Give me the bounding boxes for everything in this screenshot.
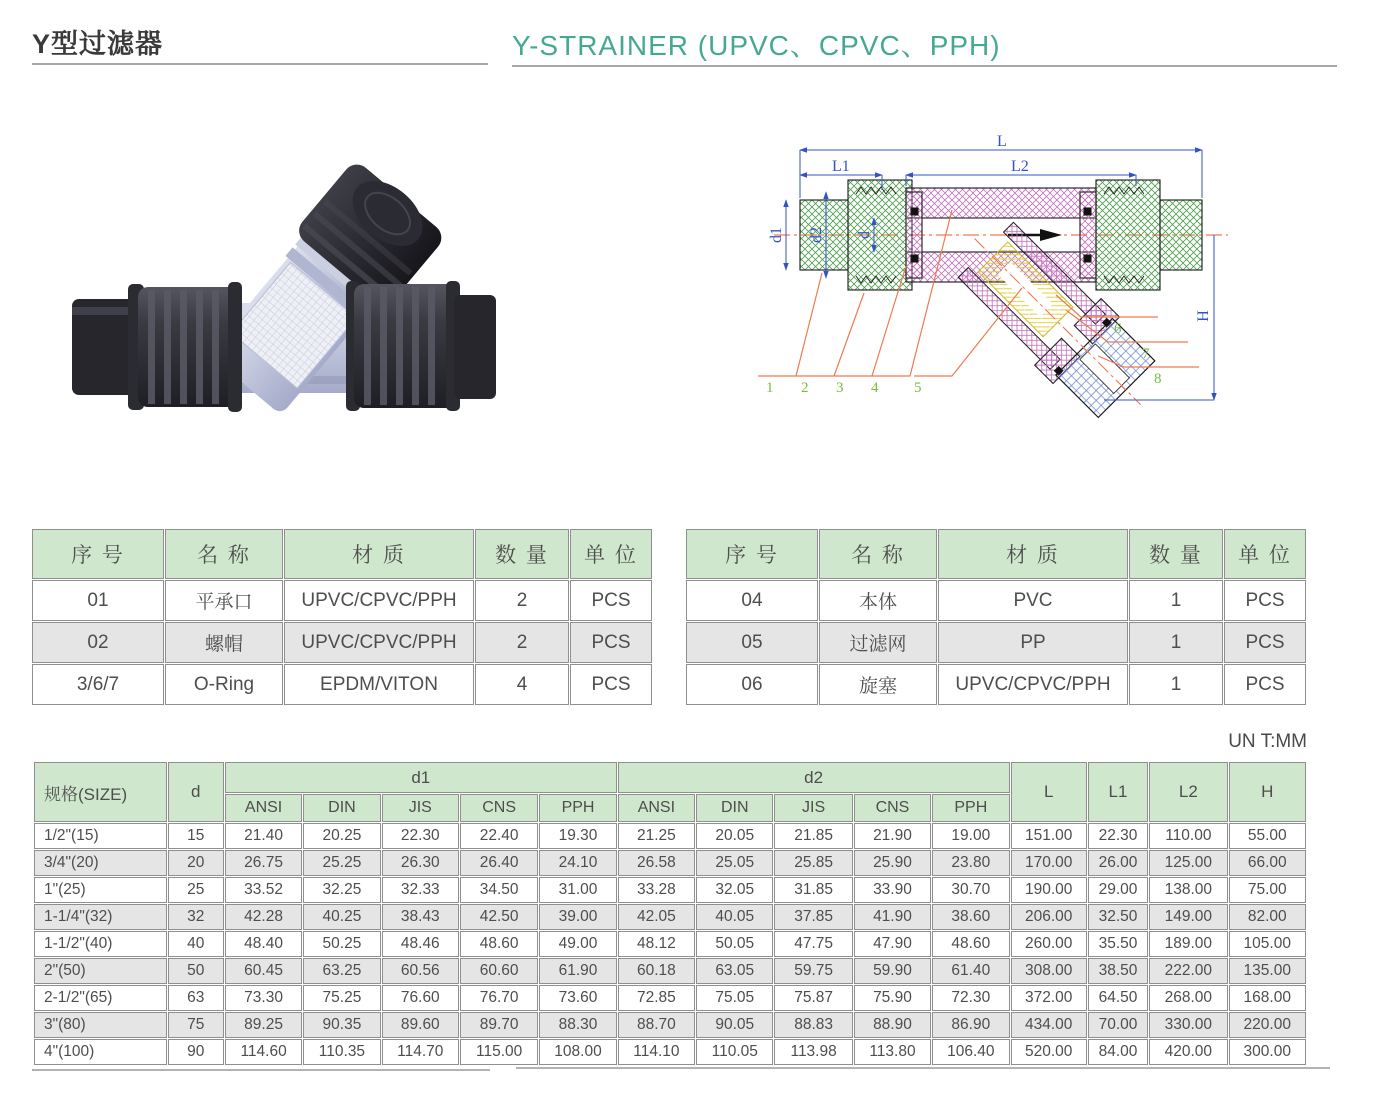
table-row: [34, 877, 1306, 903]
table-cell: 38.43: [382, 904, 459, 930]
table-cell: 42.50: [460, 904, 538, 930]
table-cell: 32.05: [696, 877, 773, 903]
table-row: [32, 622, 652, 663]
col-header-d: d: [168, 762, 224, 822]
table-cell: 114.60: [225, 1039, 302, 1065]
table-cell: 75.00: [1229, 877, 1306, 903]
part-number-5: 5: [914, 380, 922, 396]
table-cell: 75.25: [303, 985, 380, 1011]
table-cell: 108.00: [539, 1039, 616, 1065]
table-cell: 63.05: [696, 958, 773, 984]
table-cell: 66.00: [1229, 850, 1306, 876]
table-cell: 89.70: [460, 1012, 538, 1038]
table-row: [32, 664, 652, 705]
header-rule-left: [32, 63, 488, 65]
table-cell: UPVC/CPVC/PPH: [284, 580, 474, 621]
table-row: [34, 850, 1306, 876]
table-cell: PCS: [1224, 580, 1306, 621]
header-rule-right: [512, 65, 1337, 67]
table-cell: 1"(25): [34, 877, 167, 903]
table-header-row: [34, 762, 1306, 793]
table-cell: 26.40: [460, 850, 538, 876]
table-cell: 32.33: [382, 877, 459, 903]
col-group-d2: d2: [618, 762, 1010, 793]
table-cell: 88.90: [854, 1012, 931, 1038]
table-cell: 33.90: [854, 877, 931, 903]
table-cell: 73.30: [225, 985, 302, 1011]
table-cell: 84.00: [1088, 1039, 1148, 1065]
table-cell: 113.80: [854, 1039, 931, 1065]
table-cell: 50.05: [696, 931, 773, 957]
table-cell: 42.28: [225, 904, 302, 930]
table-cell: 86.90: [932, 1012, 1009, 1038]
col-header-d1-jis: JIS: [382, 794, 459, 822]
col-header-L: L: [1011, 762, 1087, 822]
table-cell: PVC: [938, 580, 1128, 621]
unit-note: UN T:MM: [1228, 731, 1307, 752]
table-cell: 114.70: [382, 1039, 459, 1065]
table-cell: 1: [1129, 622, 1223, 663]
table-cell: 26.75: [225, 850, 302, 876]
table-row: [34, 931, 1306, 957]
table-cell: 222.00: [1149, 958, 1227, 984]
col-header-name: 名 称: [165, 529, 283, 579]
table-cell: 32.50: [1088, 904, 1148, 930]
technical-drawing: [756, 130, 1372, 426]
dimension-table: [33, 761, 1307, 1066]
dim-label-d2: d2: [808, 227, 825, 243]
table-cell: 90.05: [696, 1012, 773, 1038]
table-cell: 螺帽: [165, 622, 283, 663]
table-cell: 135.00: [1229, 958, 1306, 984]
table-cell: 48.60: [460, 931, 538, 957]
table-cell: 31.85: [774, 877, 852, 903]
table-cell: 110.05: [696, 1039, 773, 1065]
table-cell: 24.10: [539, 850, 616, 876]
table-row: [34, 1012, 1306, 1038]
table-cell: 90: [168, 1039, 224, 1065]
table-cell: 63: [168, 985, 224, 1011]
table-cell: 21.40: [225, 823, 302, 849]
table-cell: 23.80: [932, 850, 1009, 876]
table-cell: 60.56: [382, 958, 459, 984]
part-number-8: 8: [1154, 371, 1162, 387]
dim-label-L1: L1: [832, 158, 850, 175]
table-row: [34, 904, 1306, 930]
table-cell: 1: [1129, 664, 1223, 705]
table-row: [686, 622, 1306, 663]
table-cell: 48.46: [382, 931, 459, 957]
table-cell: UPVC/CPVC/PPH: [938, 664, 1128, 705]
table-cell: 2: [475, 622, 569, 663]
table-cell: 25.05: [696, 850, 773, 876]
table-cell: 4"(100): [34, 1039, 167, 1065]
table-cell: 29.00: [1088, 877, 1148, 903]
table-cell: 105.00: [1229, 931, 1306, 957]
table-cell: 88.83: [774, 1012, 852, 1038]
dim-label-d: d: [856, 231, 873, 239]
table-cell: 434.00: [1011, 1012, 1087, 1038]
table-cell: O-Ring: [165, 664, 283, 705]
col-header-d1-din: DIN: [303, 794, 380, 822]
table-cell: 20.25: [303, 823, 380, 849]
table-cell: 520.00: [1011, 1039, 1087, 1065]
table-cell: 1: [1129, 580, 1223, 621]
part-number-2: 2: [801, 380, 809, 396]
table-cell: 42.05: [618, 904, 695, 930]
table-cell: 110.35: [303, 1039, 380, 1065]
table-cell: 1/2"(15): [34, 823, 167, 849]
table-cell: 旋塞: [819, 664, 937, 705]
table-cell: 308.00: [1011, 958, 1087, 984]
footer-rule-right: [516, 1067, 1330, 1069]
table-row: [34, 985, 1306, 1011]
table-cell: 125.00: [1149, 850, 1227, 876]
table-cell: 2-1/2"(65): [34, 985, 167, 1011]
table-cell: 25.85: [774, 850, 852, 876]
col-header-d2-ansi: ANSI: [618, 794, 695, 822]
table-cell: 2"(50): [34, 958, 167, 984]
col-header-d2-cns: CNS: [854, 794, 931, 822]
table-cell: 32: [168, 904, 224, 930]
table-cell: 47.90: [854, 931, 931, 957]
table-cell: 35.50: [1088, 931, 1148, 957]
col-header-size: 规格(SIZE): [34, 762, 167, 822]
table-cell: 本体: [819, 580, 937, 621]
product-photo: [30, 140, 500, 460]
table-cell: 22.30: [382, 823, 459, 849]
table-cell: 01: [32, 580, 164, 621]
table-cell: 149.00: [1149, 904, 1227, 930]
table-cell: 189.00: [1149, 931, 1227, 957]
col-header-H: H: [1229, 762, 1306, 822]
table-cell: 50.25: [303, 931, 380, 957]
table-cell: 19.00: [932, 823, 1009, 849]
table-cell: 115.00: [460, 1039, 538, 1065]
table-cell: 过滤网: [819, 622, 937, 663]
table-cell: 4: [475, 664, 569, 705]
table-cell: 72.85: [618, 985, 695, 1011]
col-group-d1: d1: [225, 762, 617, 793]
col-header-d2-jis: JIS: [774, 794, 852, 822]
table-header-row: [32, 529, 652, 579]
table-cell: 190.00: [1011, 877, 1087, 903]
table-cell: 04: [686, 580, 818, 621]
table-cell: 64.50: [1088, 985, 1148, 1011]
col-header-d1-pph: PPH: [539, 794, 616, 822]
footer-rule-left: [32, 1069, 490, 1071]
table-cell: 75.87: [774, 985, 852, 1011]
table-cell: 1-1/2"(40): [34, 931, 167, 957]
table-cell: 21.25: [618, 823, 695, 849]
table-cell: PCS: [570, 664, 652, 705]
table-cell: 41.90: [854, 904, 931, 930]
table-cell: 34.50: [460, 877, 538, 903]
table-cell: 420.00: [1149, 1039, 1227, 1065]
table-cell: 1-1/4"(32): [34, 904, 167, 930]
table-cell: 260.00: [1011, 931, 1087, 957]
table-cell: 31.00: [539, 877, 616, 903]
table-row: [686, 664, 1306, 705]
page-title-en: Y-STRAINER (UPVC、CPVC、PPH): [512, 30, 1001, 61]
dim-label-H: H: [1195, 310, 1212, 322]
col-header-qty: 数 量: [1129, 529, 1223, 579]
table-cell: 21.85: [774, 823, 852, 849]
table-row: [32, 580, 652, 621]
table-cell: 61.90: [539, 958, 616, 984]
table-row: [34, 823, 1306, 849]
table-cell: 75.05: [696, 985, 773, 1011]
table-cell: 33.52: [225, 877, 302, 903]
dim-label-d1: d1: [768, 227, 785, 243]
table-row: [34, 1039, 1306, 1065]
page-title-cn: Y型过滤器: [32, 29, 164, 59]
table-cell: 48.12: [618, 931, 695, 957]
table-cell: PCS: [570, 622, 652, 663]
table-cell: 88.70: [618, 1012, 695, 1038]
col-header-d1-ansi: ANSI: [225, 794, 302, 822]
table-cell: 26.00: [1088, 850, 1148, 876]
table-cell: 168.00: [1229, 985, 1306, 1011]
table-cell: 70.00: [1088, 1012, 1148, 1038]
table-cell: 73.60: [539, 985, 616, 1011]
table-cell: 300.00: [1229, 1039, 1306, 1065]
table-cell: 59.90: [854, 958, 931, 984]
table-cell: 3"(80): [34, 1012, 167, 1038]
table-cell: 151.00: [1011, 823, 1087, 849]
part-number-6: 6: [1114, 321, 1122, 337]
table-cell: 47.75: [774, 931, 852, 957]
table-cell: 26.30: [382, 850, 459, 876]
table-cell: 110.00: [1149, 823, 1227, 849]
table-cell: PCS: [570, 580, 652, 621]
col-header-material: 材 质: [938, 529, 1128, 579]
table-cell: 76.60: [382, 985, 459, 1011]
table-header-row: [686, 529, 1306, 579]
part-number-1: 1: [766, 380, 774, 396]
right-socket: [454, 295, 496, 399]
table-cell: 114.10: [618, 1039, 695, 1065]
table-cell: 05: [686, 622, 818, 663]
table-cell: 170.00: [1011, 850, 1087, 876]
table-row: [686, 580, 1306, 621]
col-header-d1-cns: CNS: [460, 794, 538, 822]
right-union-nut: [346, 281, 460, 411]
col-header-d2-din: DIN: [696, 794, 773, 822]
part-number-7: 7: [1142, 346, 1150, 362]
table-cell: 25: [168, 877, 224, 903]
table-cell: 37.85: [774, 904, 852, 930]
table-cell: 19.30: [539, 823, 616, 849]
table-cell: 3/6/7: [32, 664, 164, 705]
table-cell: 平承口: [165, 580, 283, 621]
table-cell: 330.00: [1149, 1012, 1227, 1038]
table-cell: 76.70: [460, 985, 538, 1011]
table-cell: 06: [686, 664, 818, 705]
table-cell: 88.30: [539, 1012, 616, 1038]
table-cell: 75: [168, 1012, 224, 1038]
table-cell: EPDM/VITON: [284, 664, 474, 705]
col-header-qty: 数 量: [475, 529, 569, 579]
parts-table-right: [685, 528, 1307, 706]
table-cell: 48.60: [932, 931, 1009, 957]
table-cell: 59.75: [774, 958, 852, 984]
table-cell: 02: [32, 622, 164, 663]
table-cell: 72.30: [932, 985, 1009, 1011]
table-cell: 22.30: [1088, 823, 1148, 849]
table-cell: 220.00: [1229, 1012, 1306, 1038]
table-cell: 20.05: [696, 823, 773, 849]
table-cell: 38.50: [1088, 958, 1148, 984]
table-row: [34, 958, 1306, 984]
table-cell: 90.35: [303, 1012, 380, 1038]
col-header-name: 名 称: [819, 529, 937, 579]
table-cell: 49.00: [539, 931, 616, 957]
table-cell: 75.90: [854, 985, 931, 1011]
table-cell: 40.05: [696, 904, 773, 930]
table-cell: 55.00: [1229, 823, 1306, 849]
table-cell: 21.90: [854, 823, 931, 849]
table-cell: 372.00: [1011, 985, 1087, 1011]
table-cell: 2: [475, 580, 569, 621]
table-cell: 20: [168, 850, 224, 876]
table-cell: 3/4"(20): [34, 850, 167, 876]
table-cell: 40.25: [303, 904, 380, 930]
table-cell: 113.98: [774, 1039, 852, 1065]
table-cell: 26.58: [618, 850, 695, 876]
table-cell: 138.00: [1149, 877, 1227, 903]
table-cell: 39.00: [539, 904, 616, 930]
part-number-4: 4: [871, 380, 879, 396]
col-header-d2-pph: PPH: [932, 794, 1009, 822]
table-cell: 48.40: [225, 931, 302, 957]
table-cell: 268.00: [1149, 985, 1227, 1011]
table-cell: 38.60: [932, 904, 1009, 930]
table-cell: 60.60: [460, 958, 538, 984]
table-cell: 30.70: [932, 877, 1009, 903]
dim-label-L: L: [997, 133, 1007, 150]
table-cell: 50: [168, 958, 224, 984]
table-cell: 15: [168, 823, 224, 849]
table-cell: 40: [168, 931, 224, 957]
part-number-3: 3: [836, 380, 844, 396]
table-cell: 82.00: [1229, 904, 1306, 930]
table-cell: 60.18: [618, 958, 695, 984]
col-header-no: 序 号: [32, 529, 164, 579]
table-cell: 25.25: [303, 850, 380, 876]
table-cell: UPVC/CPVC/PPH: [284, 622, 474, 663]
col-header-L2: L2: [1149, 762, 1227, 822]
col-header-no: 序 号: [686, 529, 818, 579]
dim-label-L2: L2: [1011, 158, 1029, 175]
table-cell: PP: [938, 622, 1128, 663]
table-cell: 33.28: [618, 877, 695, 903]
table-cell: 60.45: [225, 958, 302, 984]
table-cell: 106.40: [932, 1039, 1009, 1065]
table-cell: PCS: [1224, 664, 1306, 705]
table-cell: 25.90: [854, 850, 931, 876]
table-cell: 61.40: [932, 958, 1009, 984]
table-cell: 206.00: [1011, 904, 1087, 930]
table-cell: 22.40: [460, 823, 538, 849]
left-union-nut: [128, 282, 242, 412]
col-header-unit: 单 位: [570, 529, 652, 579]
col-header-unit: 单 位: [1224, 529, 1306, 579]
table-cell: 89.25: [225, 1012, 302, 1038]
table-cell: 89.60: [382, 1012, 459, 1038]
parts-table-left: [31, 528, 653, 706]
table-cell: PCS: [1224, 622, 1306, 663]
col-header-material: 材 质: [284, 529, 474, 579]
table-cell: 63.25: [303, 958, 380, 984]
col-header-L1: L1: [1088, 762, 1148, 822]
table-cell: 32.25: [303, 877, 380, 903]
